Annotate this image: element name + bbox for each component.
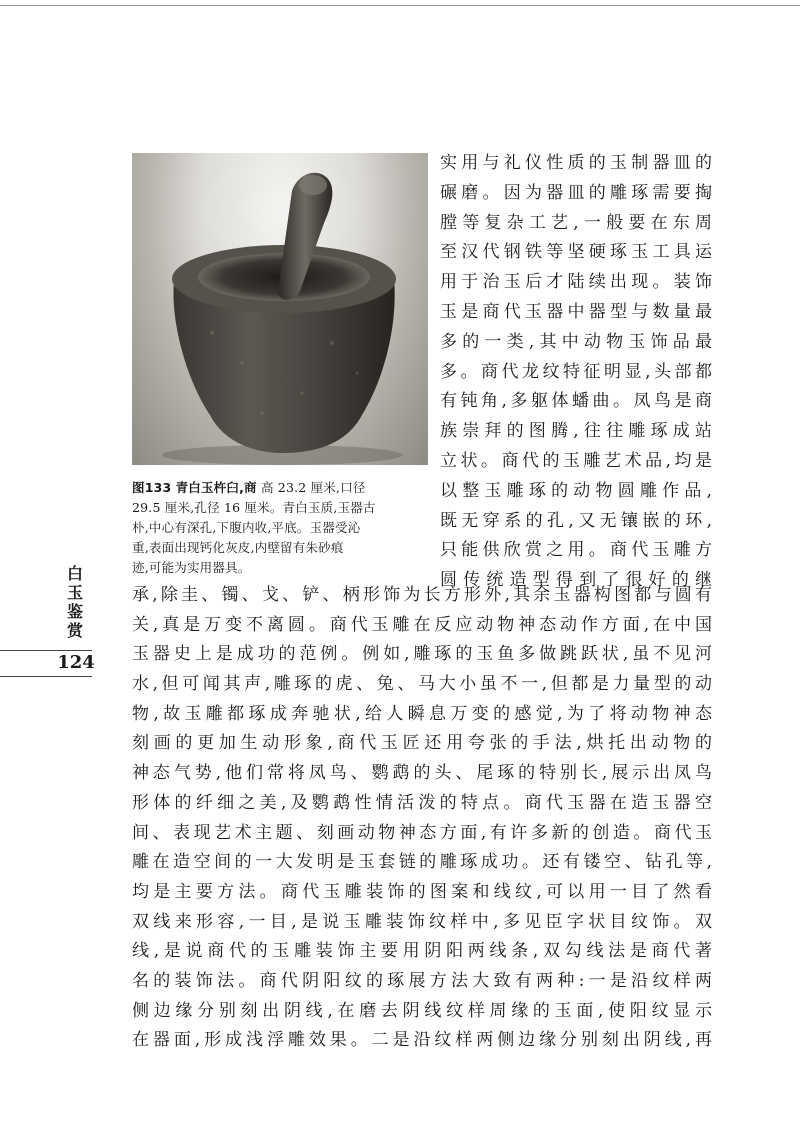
caption-line: 朴,中心有深孔,下腹内收,平底。玉器受沁 — [132, 520, 361, 535]
text-line: 线,是说商代的玉雕装饰主要用阴阳两线条,双勾线法是商代著 — [132, 941, 712, 962]
caption-line: 重,表面出现钙化灰皮,内壁留有朱砂痕 — [132, 540, 344, 555]
running-head-char: 赏 — [66, 621, 83, 640]
text-line: 至汉代钢铁等坚硬琢玉工具运 — [440, 242, 712, 263]
figure-title: 青白玉杵臼,商 — [175, 480, 257, 495]
text-line: 实用与礼仪性质的玉制器皿的 — [440, 153, 712, 173]
running-head-char: 白 — [66, 564, 83, 583]
figure-caption — [132, 478, 428, 578]
running-head — [66, 564, 84, 640]
caption-line: 29.5 厘米,孔径 16 厘米。青白玉质,玉器古 — [132, 500, 376, 515]
side-column-text — [440, 149, 712, 596]
top-rule — [0, 5, 800, 6]
running-head-char: 鉴 — [66, 602, 83, 621]
text-line: 多。商代龙纹特征明显,头部都 — [440, 361, 712, 382]
page-number-rule — [0, 676, 92, 677]
text-line: 立状。商代的玉雕艺术品,均是 — [440, 450, 712, 471]
text-line: 膛等复杂工艺,一般要在东周 — [440, 212, 712, 233]
caption-line: 迹,可能为实用器具。 — [132, 560, 251, 575]
text-line: 碾磨。因为器皿的雕琢需要掏 — [440, 182, 712, 203]
figure-number: 图133 — [132, 480, 172, 495]
running-head-char: 玉 — [66, 583, 83, 602]
text-line: 双线来形容,一目,是说玉雕装饰纹样中,多见臣字状目纹饰。双 — [132, 911, 712, 932]
text-line: 承,除圭、镯、戈、铲、柄形饰为长方形外,其余玉器构图都与圆有 — [132, 585, 712, 605]
text-line: 有钝角,多躯体蟠曲。凤鸟是商 — [440, 391, 712, 412]
text-line: 物,故玉雕都琢成奔驰状,给人瞬息万变的感觉,为了将动物神态 — [132, 703, 712, 724]
text-line: 刻画的更加生动形象,商代玉匠还用夸张的手法,烘托出动物的 — [132, 733, 712, 754]
text-line: 均是主要方法。商代玉雕装饰的图案和线纹,可以用一目了然看 — [132, 881, 712, 902]
text-line: 形体的纤细之美,及鹦鹉性情活泼的特点。商代玉器在造玉器空 — [132, 792, 712, 813]
text-line: 圆传统造型得到了很好的继 — [440, 570, 712, 591]
mortar-pestle-illustration — [132, 153, 428, 465]
text-line: 水,但可闻其声,雕琢的虎、兔、马大小虽不一,但都是力量型的动 — [132, 674, 712, 695]
text-line: 在器面,形成浅浮雕效果。二是沿纹样两侧边缘分别刻出阴线,再 — [132, 1030, 712, 1051]
text-line: 多的一类,其中动物玉饰品最 — [440, 331, 712, 352]
text-line: 只能供欣赏之用。商代玉雕方 — [440, 540, 712, 561]
text-line: 侧边缘分别刻出阴线,在磨去阴线纹样周缘的玉面,使阳纹显示 — [132, 1000, 712, 1021]
running-head-rule — [0, 650, 92, 651]
text-line: 以整玉雕琢的动物圆雕作品, — [440, 480, 712, 501]
text-line: 用于治玉后才陆续出现。装饰 — [440, 272, 712, 293]
text-line: 关,真是万变不离圆。商代玉雕在反应动物神态动作方面,在中国 — [132, 614, 712, 635]
text-line: 玉器史上是成功的范例。例如,雕琢的玉鱼多做跳跃状,虽不见河 — [132, 644, 712, 665]
text-line: 神态气势,他们常将凤鸟、鹦鹉的头、尾琢的特别长,展示出凤鸟 — [132, 763, 712, 784]
main-body-text — [132, 581, 712, 1056]
text-line: 间、表现艺术主题、刻画动物神态方面,有许多新的创造。商代玉 — [132, 822, 712, 843]
caption-line: 高 23.2 厘米,口径 — [260, 480, 366, 495]
text-line: 雕在造空间的一大发明是玉套链的雕琢成功。还有镂空、钻孔等, — [132, 852, 712, 873]
text-line: 族崇拜的图腾,往往雕琢成站 — [440, 421, 712, 442]
page-number: 124 — [57, 652, 95, 673]
stone-mortar-and-pestle-photo — [132, 153, 428, 465]
text-line: 既无穿系的孔,又无镶嵌的环, — [440, 510, 712, 531]
text-line: 玉是商代玉器中器型与数量最 — [440, 301, 712, 322]
text-line: 名的装饰法。商代阴阳纹的琢展方法大致有两种:一是沿纹样两 — [132, 970, 712, 991]
